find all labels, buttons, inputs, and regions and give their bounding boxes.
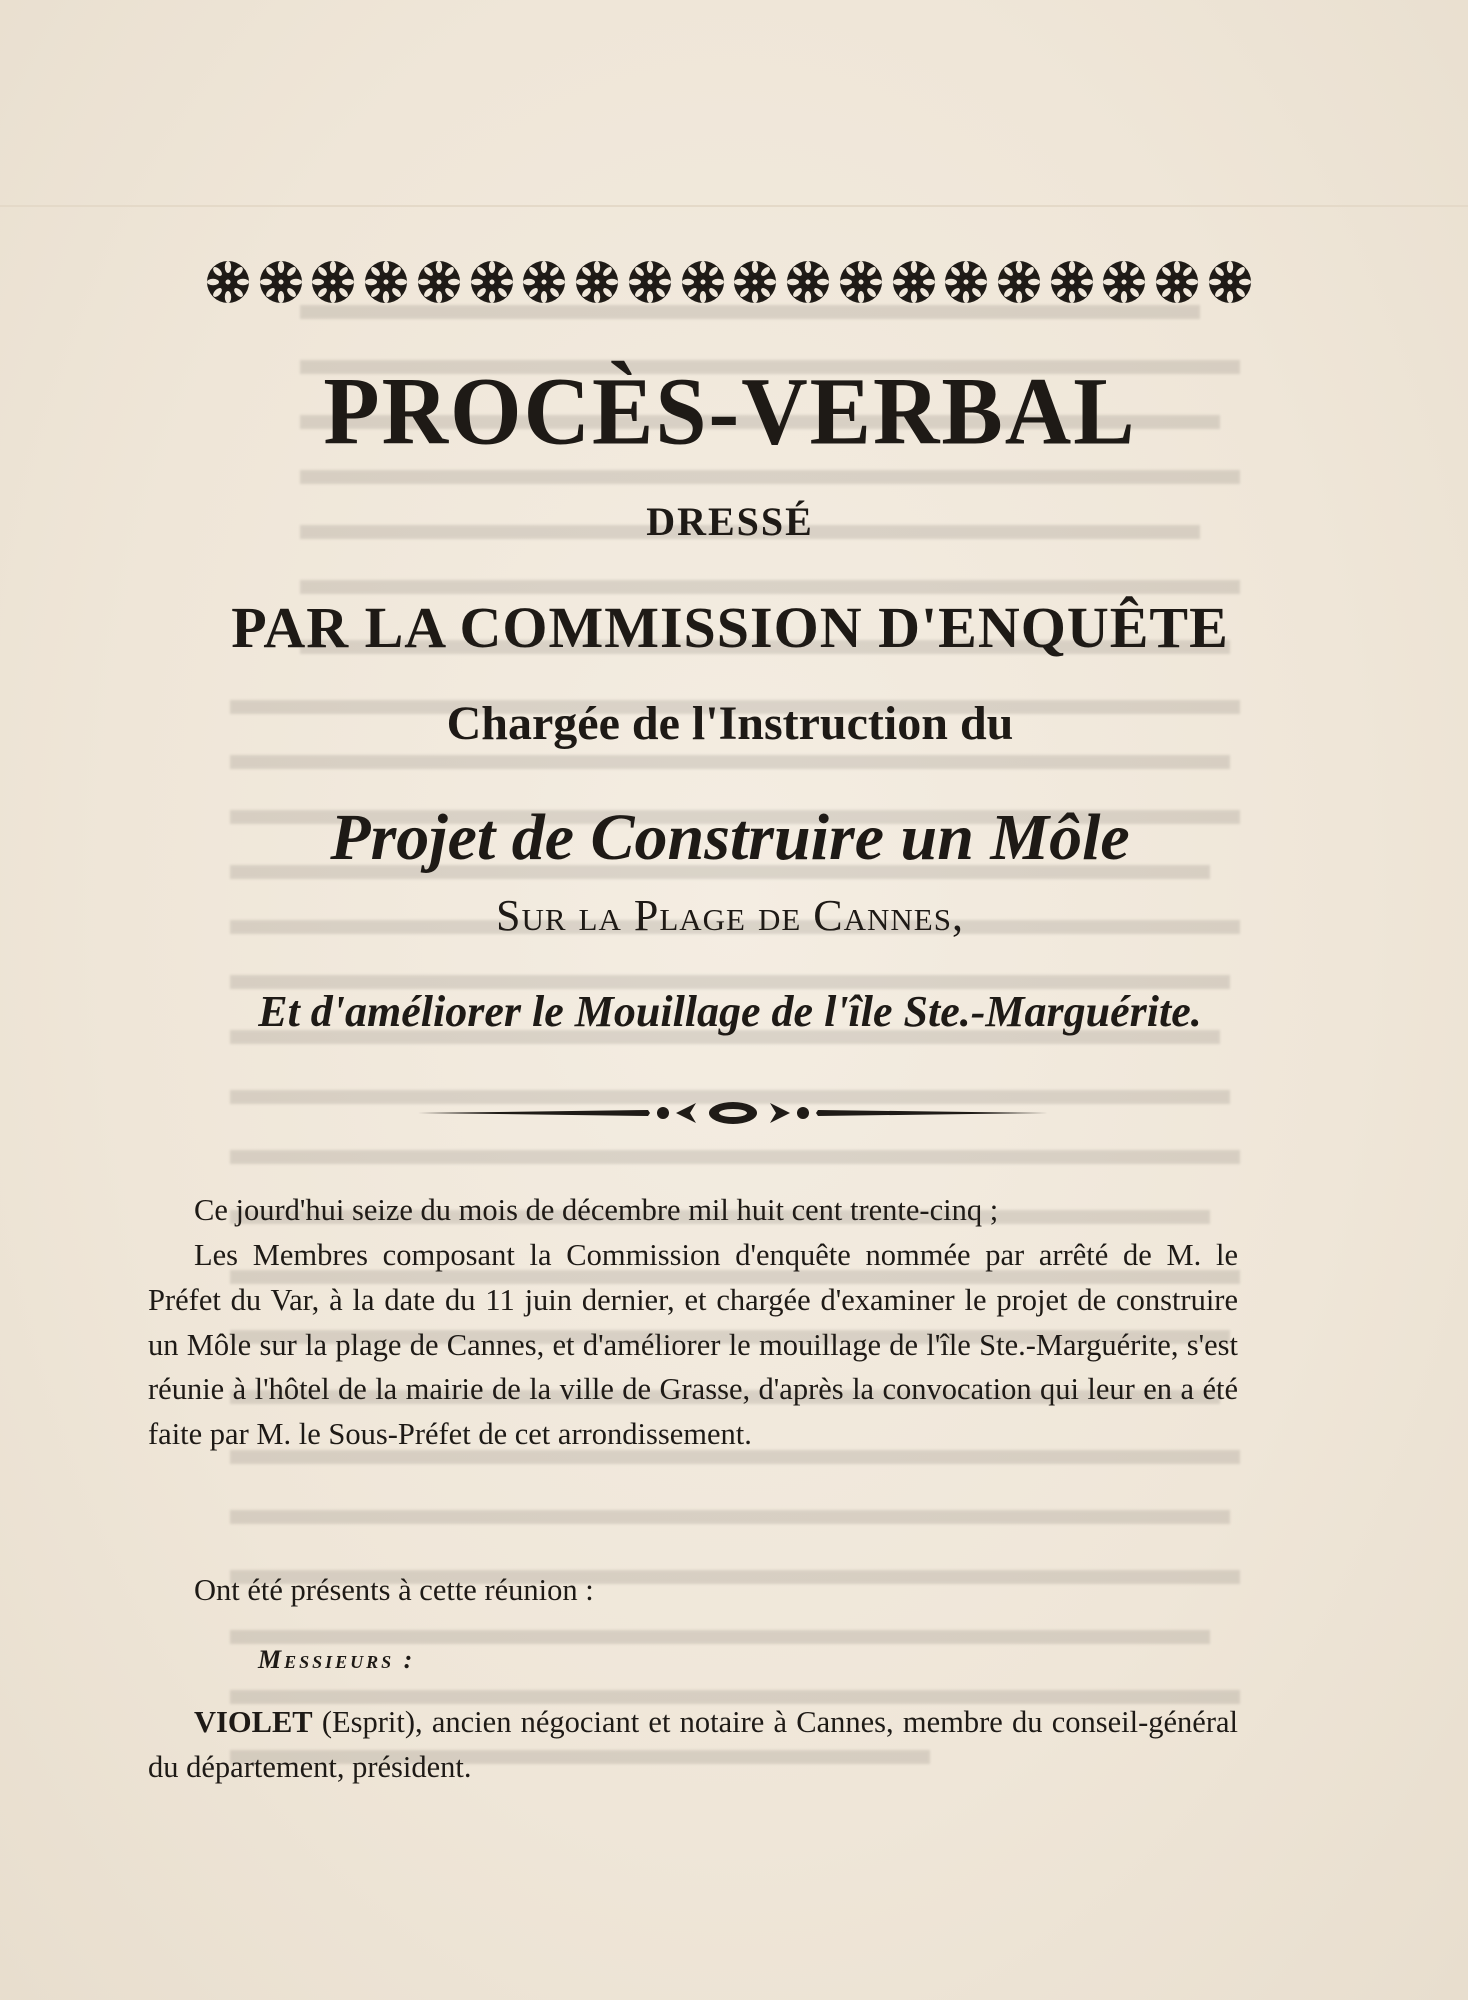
rosette-ornament-icon [205, 259, 251, 305]
rosette-ornament-icon [1101, 259, 1147, 305]
rosette-ornament-icon [363, 259, 409, 305]
members-paragraph: Les Membres composant la Commission d'enquête nommée par arrêté de M. le Préfet du Var, à la date du 11 juin dernier, et chargée d'examiner le projet de construire un Môle sur la plage de Cannes, et d'améliorer le mouillage de l'île Ste.-Marguérite, s'est réunie à l'hôtel de la mairie de la ville de Grasse, d'après la convocation qui leur en a été faite par M. le Sous-Préfet de cet arrondissement. [148, 1238, 1238, 1452]
subtitle-plage: Sur la Plage de Cannes, [496, 891, 964, 940]
rosette-ornament-icon [627, 259, 673, 305]
rosette-ornament-icon [416, 259, 462, 305]
rosette-ornament-icon [310, 259, 356, 305]
rosette-ornament-icon [732, 259, 778, 305]
rosette-ornament-icon [838, 259, 884, 305]
subtitle-commission: PAR LA COMMISSION D'ENQUÊTE [231, 595, 1229, 660]
messieurs-heading: Messieurs : [258, 1645, 416, 1674]
ornamental-divider [418, 1095, 1048, 1131]
rosette-ornament-icon [943, 259, 989, 305]
rosette-ornament-icon [996, 259, 1042, 305]
rosette-ornament-icon [469, 259, 515, 305]
rosette-ornament-icon [1207, 259, 1253, 305]
rosette-ornament-icon [521, 259, 567, 305]
violet-entry [148, 1700, 1238, 1790]
rosette-ornament-icon [1049, 259, 1095, 305]
rosette-ornament-icon [785, 259, 831, 305]
member-name: VIOLET [194, 1705, 313, 1739]
date-line: Ce jourd'hui seize du mois de décembre mil huit cent trente-cinq ; [194, 1193, 999, 1227]
rosette-ornament-icon [258, 259, 304, 305]
subtitle-mouillage: Et d'améliorer le Mouillage de l'île Ste.-Marguérite. [258, 987, 1202, 1036]
subtitle-projet: Projet de Construire un Môle [330, 801, 1130, 874]
member-description: (Esprit), ancien négociant et notaire à Cannes, membre du conseil-général du département, président. [148, 1705, 1238, 1784]
rosette-ornament-icon [574, 259, 620, 305]
rosette-ornament-icon [891, 259, 937, 305]
subtitle-instruction: Chargée de l'Instruction du [446, 697, 1014, 750]
main-title: PROCÈS-VERBAL [323, 357, 1137, 465]
rosette-ornament-icon [1154, 259, 1200, 305]
subtitle-dresse: DRESSÉ [646, 499, 814, 544]
ornament-rosette-band [205, 254, 1253, 310]
rosette-ornament-icon [680, 259, 726, 305]
present-line: Ont été présents à cette réunion : [194, 1573, 594, 1607]
